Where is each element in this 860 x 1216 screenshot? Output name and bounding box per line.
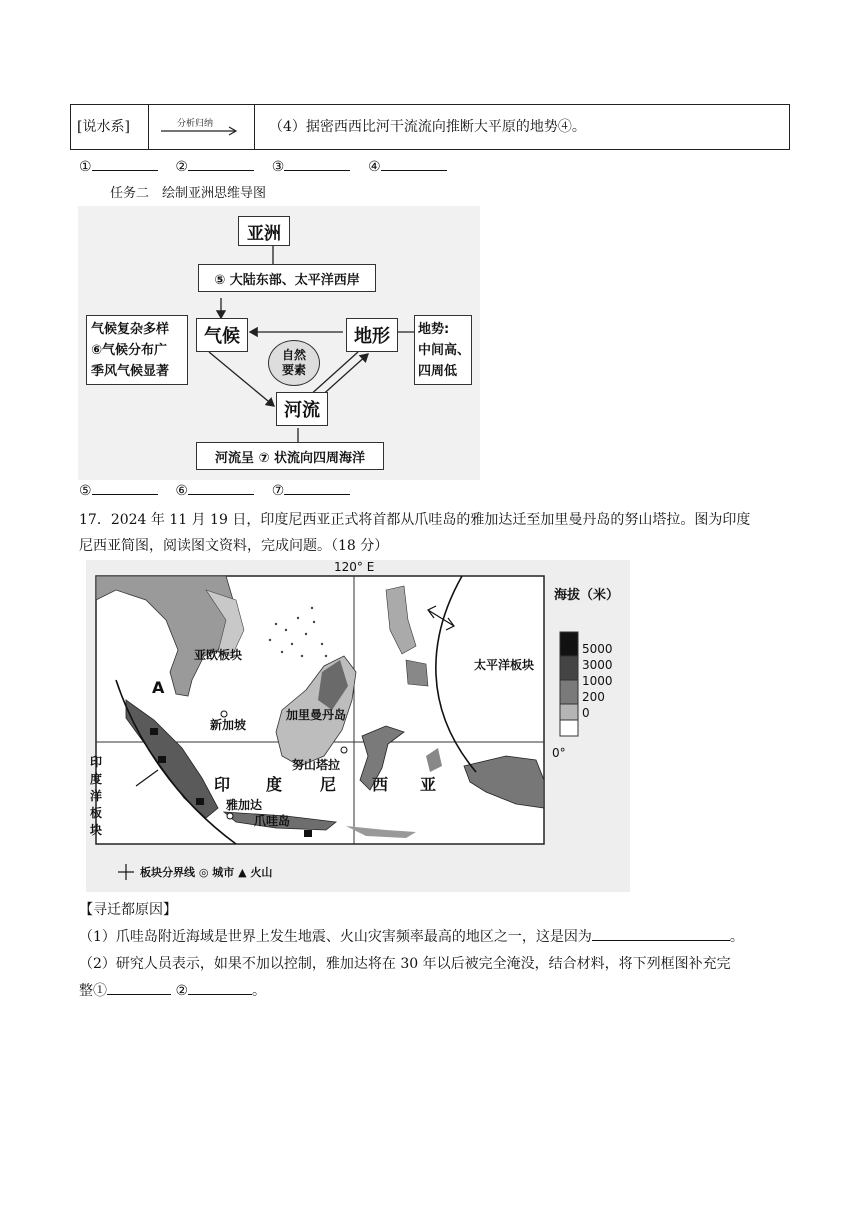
legend-200: 200 (582, 690, 605, 704)
section-heading: 【寻迁都原因】 (79, 902, 177, 918)
blank-5[interactable] (92, 480, 158, 495)
legend-swatch-0 (560, 720, 578, 736)
singapore-label: 新加坡 (210, 718, 247, 732)
mm-river-note: 河流呈 ⑦ 状流向四周海洋 (196, 442, 384, 470)
table-cell-question: （4）据密西西比河干流流向推断大平原的地势④。 (269, 119, 586, 135)
mm-climate-note-3: 季风气候显著 (91, 364, 170, 379)
question-2-blank-2[interactable] (188, 980, 252, 995)
q17-line2: 尼西亚简图，阅读图文资料，完成问题。（18 分） (79, 538, 389, 554)
blank-1[interactable] (92, 156, 158, 171)
table-cell-label: [说水系] (71, 105, 149, 149)
right-arrow-icon (149, 105, 255, 149)
mm-terrain: 地形 (346, 318, 398, 352)
indian-plate-char-2: 度 (90, 772, 103, 786)
answer-blanks-1 (79, 156, 447, 177)
mm-climate-note-1: 气候复杂多样 (91, 322, 170, 337)
question-1-text: （1）爪哇岛附近海域是世界上发生地震、火山灾害频率最高的地区之一，这是因为 (79, 929, 592, 945)
mm-center-1: 自然 (281, 348, 306, 362)
mm-terrain-note-2: 中间高、 (418, 343, 471, 358)
mm-river: 河流 (276, 392, 328, 426)
blank-label-2: ② (175, 159, 188, 175)
blank-label-5: ⑤ (79, 483, 92, 499)
blank-7[interactable] (284, 480, 350, 495)
mm-center-2: 要素 (281, 363, 306, 377)
mm-terrain-note-1: 地势: (418, 322, 450, 337)
blank-label-7: ⑦ (271, 483, 285, 499)
task-two-heading: 任务二 绘制亚洲思维导图 (110, 186, 267, 201)
question-1 (79, 926, 849, 947)
question-2-line2 (79, 980, 266, 1001)
question-2-label-1: 整① (79, 983, 107, 999)
indian-plate-char-3: 洋 (90, 789, 103, 803)
map-graphic (86, 560, 630, 892)
legend-0: 0 (582, 706, 590, 720)
analysis-table (70, 104, 790, 150)
blank-label-1: ① (79, 159, 92, 175)
legend-1000: 1000 (582, 674, 613, 688)
blank-4[interactable] (381, 156, 447, 171)
mm-climate: 气候 (196, 318, 248, 352)
country-char-4: 西 (372, 775, 389, 794)
question-2-line1: （2）研究人员表示，如果不加以控制，雅加达将在 30 年以后被完全淹没，结合材料，将下列框图补充完 (79, 956, 731, 972)
jakarta-label: 雅加达 (226, 798, 263, 812)
question-2-end: 。 (252, 983, 267, 999)
country-char-1: 印 (214, 775, 231, 794)
map-longitude: 120° E (334, 560, 375, 574)
mm-terrain-note-3: 四周低 (418, 364, 458, 379)
indian-plate-char-5: 块 (90, 823, 103, 837)
question-1-end: 。 (729, 929, 744, 945)
indian-plate-char-4: 板 (90, 806, 103, 820)
mm-asia: 亚洲 (238, 216, 290, 246)
legend-swatch-5000 (560, 632, 578, 656)
mm-climate-note-2: ⑥气候分布广 (91, 343, 168, 358)
legend-title: 海拔（米） (554, 588, 620, 603)
mm-terrain-note (414, 315, 472, 385)
blank-3[interactable] (284, 156, 350, 171)
table-cell-arrow (149, 105, 255, 149)
mm-location: ⑤ 大陆东部、太平洋西岸 (198, 264, 376, 292)
mm-center (268, 340, 320, 386)
question-2-label-2: ② (175, 983, 189, 999)
legend-3000: 3000 (582, 658, 613, 672)
country-char-2: 度 (266, 775, 283, 794)
nusantara-label: 努山塔拉 (292, 758, 341, 772)
mm-climate-note (86, 315, 188, 385)
legend-5000: 5000 (582, 642, 613, 656)
country-char-3: 尼 (320, 775, 337, 794)
kalimantan-label: 加里曼丹岛 (286, 708, 347, 722)
legend-swatch-3000 (560, 656, 578, 680)
arrow-label: 分析归纳 (177, 119, 214, 129)
eurasian-plate-label: 亚欧板块 (194, 648, 243, 662)
indonesia-map (86, 560, 630, 892)
blank-label-6: ⑥ (175, 483, 188, 499)
point-a-label: A (152, 678, 165, 697)
java-label: 爪哇岛 (254, 814, 291, 828)
blank-6[interactable] (188, 480, 254, 495)
question-1-blank[interactable] (592, 926, 730, 941)
question-2-blank-1[interactable] (107, 980, 171, 995)
indian-plate-char-1: 印 (90, 755, 103, 769)
answer-blanks-2 (79, 480, 350, 501)
blank-label-4: ④ (368, 159, 381, 175)
blank-2[interactable] (188, 156, 254, 171)
q17-line1: 17．2024 年 11 月 19 日，印度尼西亚正式将首都从爪哇岛的雅加达迁至加里曼丹岛的努山塔拉。图为印度 (79, 512, 751, 528)
indian-plate-label (90, 754, 102, 839)
blank-label-3: ③ (271, 159, 285, 175)
map-key: 板块分界线 ◎ 城市 ▲ 火山 (140, 866, 273, 879)
map-latitude: 0° (552, 746, 566, 760)
pacific-plate-label: 太平洋板块 (474, 658, 535, 672)
country-char-5: 亚 (420, 775, 437, 794)
legend-swatch-1000 (560, 680, 578, 704)
legend-swatch-200 (560, 704, 578, 720)
